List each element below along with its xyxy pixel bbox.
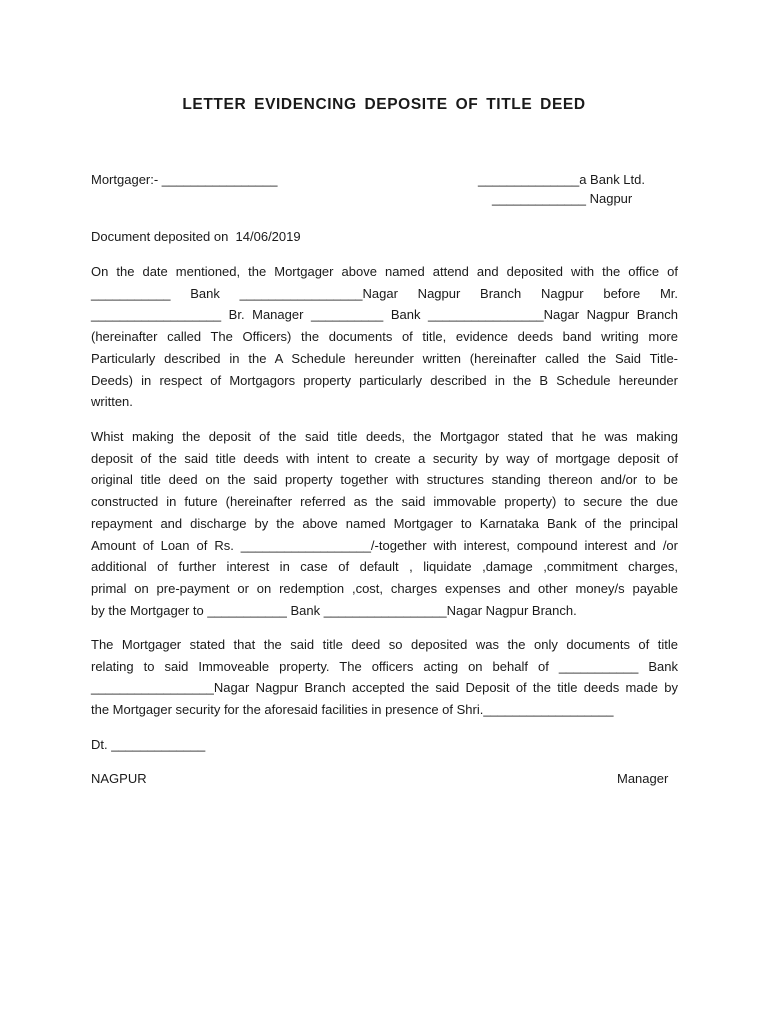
paragraph-mortgage-terms [91,426,678,621]
paragraph-line: the Mortgager security for the aforesaid facilities in presence of Shri.__________________ [91,702,614,718]
paragraph-line: written. [91,394,133,410]
deposit-date-line: Document deposited on 14/06/2019 [91,229,301,244]
mortgager-field: Mortgager:- ________________ [91,172,278,187]
paragraph-line: by the Mortgager to ___________ Bank _________________Nagar Nagpur Branch. [91,602,577,618]
paragraph-acceptance [91,634,678,721]
paragraph-line: Deeds) in respect of Mortgagors property particularly described in the B Schedule hereunder [91,372,678,388]
paragraph-line: original title deed on the said property together with structures standing thereon and/or to be [91,472,678,488]
paragraph-line: deposit of the said title deeds with intent to create a security by way of mortgage deposit of [91,450,678,466]
date-field: Dt. _____________ [91,737,206,752]
paragraph-line: relating to said Immoveable property. The officers acting on behalf of ___________ Bank [91,658,678,674]
paragraph-line: additional of further interest in case of default , liquidate ,damage ,commitment charges, [91,559,678,575]
branch-field: _____________ Nagpur [492,191,633,206]
paragraph-line: repayment and discharge by the above named Mortgager to Karnataka Bank of the principal [91,515,678,531]
paragraph-line: _________________Nagar Nagpur Branch accepted the said Deposit of the title deeds made by [91,680,678,696]
paragraph-line: On the date mentioned, the Mortgager above named attend and deposited with the office of [91,264,678,279]
paragraph-line: __________________ Br. Manager __________ Bank ________________Nagar Nagpur Branch [91,307,678,323]
paragraph-line: ___________ Bank _________________Nagar Nagpur Branch Nagpur before Mr. [91,285,678,301]
bank-name-field: ______________a Bank Ltd. [478,172,645,187]
paragraph-line: Amount of Loan of Rs. __________________/-together with interest, compound interest and /or [91,537,678,553]
document-title: LETTER EVIDENCING DEPOSITE OF TITLE DEED [182,96,586,113]
place-label: NAGPUR [91,771,147,786]
paragraph-line: primal on pre-payment or on redemption ,cost, charges expenses and other money/s payable [91,580,678,596]
signatory-label: Manager [617,771,669,786]
paragraph-line: (hereinafter called The Officers) the documents of title, evidence deeds band writing more [91,329,678,345]
paragraph-line: constructed in future (hereinafter referred as the said immovable property) to secure the due [91,494,678,510]
paragraph-line: The Mortgager stated that the said title deed so deposited was the only documents of title [91,637,678,652]
paragraph-line: Whist making the deposit of the said title deeds, the Mortgagor stated that he was making [91,429,678,444]
paragraph-line: Particularly described in the A Schedule hereunder written (hereinafter called the Said Title- [91,350,678,366]
paragraph-deposit-details [91,261,678,413]
